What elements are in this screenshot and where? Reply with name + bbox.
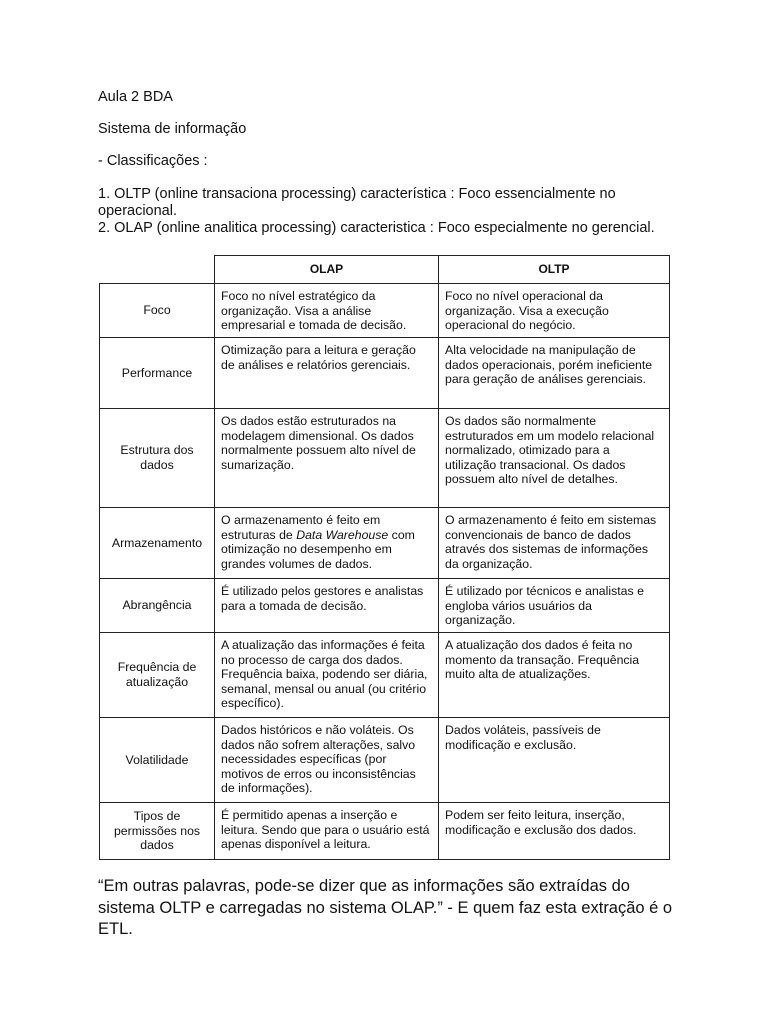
olap-text-pre: O armazenamento é feito em estruturas de	[221, 513, 381, 542]
table-row	[100, 409, 670, 508]
document-title: Aula 2 BDA	[98, 89, 173, 105]
row-label: Abrangência	[100, 579, 215, 633]
table-row	[100, 718, 670, 803]
olap-cell: É permitido apenas a inserção e leitura. Sendo que para o usuário está apenas disponível a leitura.	[215, 803, 439, 860]
olap-cell	[215, 508, 439, 579]
table-header-row	[100, 256, 670, 284]
column-header-olap: OLAP	[215, 256, 439, 284]
olap-cell: É utilizado pelos gestores e analistas para a tomada de decisão.	[215, 579, 439, 633]
oltp-cell: Alta velocidade na manipulação de dados operacionais, porém ineficiente para geração de análises gerenciais.	[439, 338, 670, 409]
column-header-oltp: OLTP	[439, 256, 670, 284]
header-blank-cell	[100, 256, 215, 284]
olap-cell: Dados históricos e não voláteis. Os dados não sofrem alterações, salvo necessidades específicas (por motivos de erros ou inconsistências de informações).	[215, 718, 439, 803]
section-heading: - Classificações :	[98, 153, 208, 169]
table-row	[100, 284, 670, 338]
olap-cell: Otimização para a leitura e geração de análises e relatórios gerenciais.	[215, 338, 439, 409]
oltp-cell: Os dados são normalmente estruturados em um modelo relacional normalizado, otimizado para a utilização transacional. Os dados possuem alto nível de detalhes.	[439, 409, 670, 508]
row-label: Volatilidade	[100, 718, 215, 803]
row-label: Estrutura dos dados	[100, 409, 215, 508]
olap-cell: Os dados estão estruturados na modelagem dimensional. Os dados normalmente possuem alto nível de sumarização.	[215, 409, 439, 508]
table-row	[100, 579, 670, 633]
row-label: Tipos de permissões nos dados	[100, 803, 215, 860]
row-label: Armazenamento	[100, 508, 215, 579]
table-row	[100, 338, 670, 409]
oltp-cell: Podem ser feito leitura, inserção, modificação e exclusão dos dados.	[439, 803, 670, 860]
comparison-table	[99, 255, 670, 860]
oltp-cell: Dados voláteis, passíveis de modificação e exclusão.	[439, 718, 670, 803]
oltp-cell: É utilizado por técnicos e analistas e engloba vários usuários da organização.	[439, 579, 670, 633]
list-item-olap: 2. OLAP (online analitica processing) caracteristica : Foco especialmente no gerencial.	[98, 220, 655, 236]
olap-cell: Foco no nível estratégico da organização. Visa a análise empresarial e tomada de decisão.	[215, 284, 439, 338]
list-item-oltp: 1. OLTP (online transaciona processing) característica : Foco essencialmente no operacional.	[98, 186, 616, 219]
row-label: Performance	[100, 338, 215, 409]
oltp-cell: Foco no nível operacional da organização. Visa a execução operacional do negócio.	[439, 284, 670, 338]
oltp-cell: A atualização dos dados é feita no momento da transação. Frequência muito alta de atualizações.	[439, 633, 670, 718]
row-label: Foco	[100, 284, 215, 338]
olap-cell: A atualização das informações é feita no processo de carga dos dados. Frequência baixa, podendo ser diária, semanal, mensal ou anual (ou critério específico).	[215, 633, 439, 718]
table-row	[100, 803, 670, 860]
table-row	[100, 508, 670, 579]
row-label: Frequência de atualização	[100, 633, 215, 718]
document-subtitle: Sistema de informação	[98, 121, 247, 137]
closing-quote: “Em outras palavras, pode-se dizer que as informações são extraídas do sistema OLTP e carregadas no sistema OLAP.” - E quem faz esta extração é o ETL.	[98, 877, 673, 938]
oltp-cell: O armazenamento é feito em sistemas convencionais de banco de dados através dos sistemas de informações da organização.	[439, 508, 670, 579]
table-row	[100, 633, 670, 718]
olap-text-post: com otimização no desempenho em grandes volumes de dados.	[221, 527, 415, 571]
olap-text-emphasis: Data Warehouse	[296, 527, 389, 542]
